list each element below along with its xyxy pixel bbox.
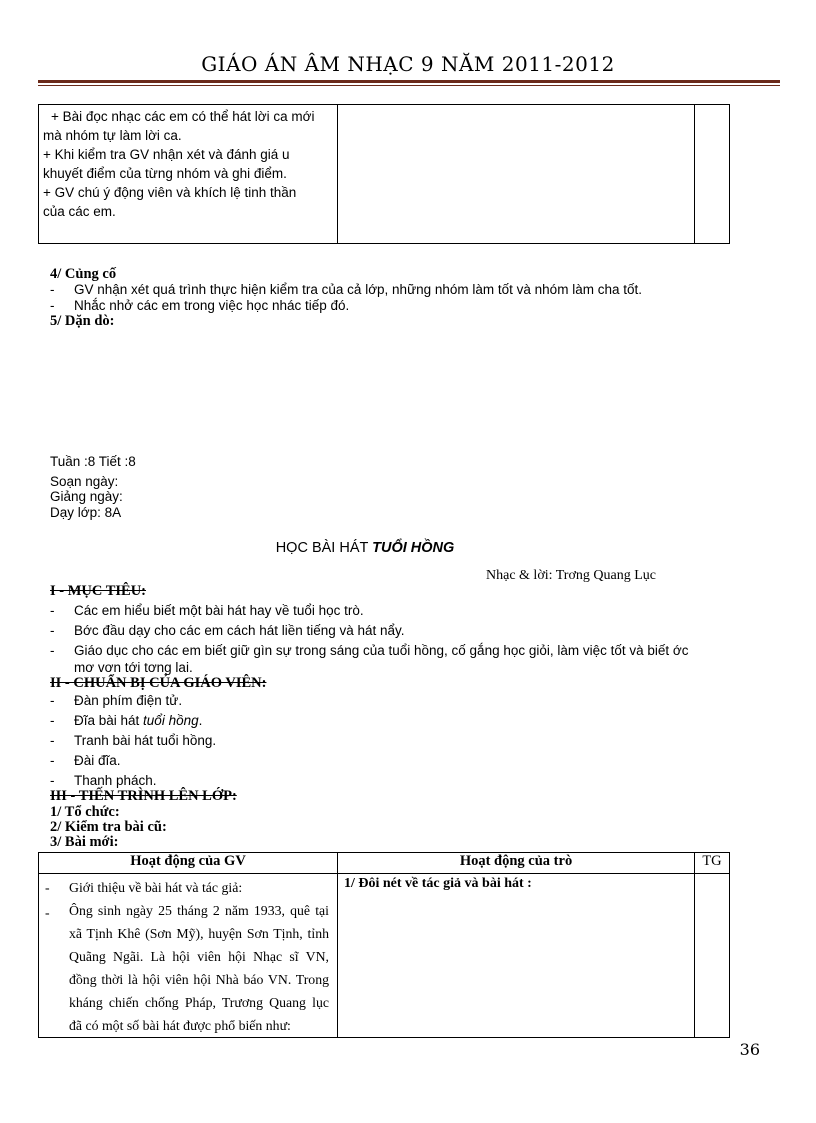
day-lop: Dạy lớp: 8A — [50, 505, 122, 520]
top-line-2: mà nhóm tự làm lời ca. — [43, 128, 182, 143]
cung-co-heading: 4/ Củng cố — [50, 266, 117, 282]
bai-moi: 3/ Bài mới: — [50, 834, 119, 850]
tuan-tiet: Tuần :8 Tiết :8 — [50, 454, 136, 469]
top-line-3: + Khi kiểm tra GV nhận xét và đánh giá u — [43, 147, 290, 162]
page-header-title: GIÁO ÁN ÂM NHẠC 9 NĂM 2011-2012 — [201, 52, 615, 76]
col-header-gv: Hoạt động của GV — [39, 853, 338, 874]
section-3-heading: III - TIẾN TRÌNH LÊN LỚP: — [50, 788, 237, 804]
soan-ngay: Soạn ngày: — [50, 474, 119, 489]
header-rule-thin — [38, 85, 780, 86]
gv-item-1: Giới thiệu về bài hát và tác giả: — [69, 880, 243, 895]
section-1-heading: I - MỤC TIÊU: — [50, 583, 146, 599]
top-line-1: + Bài đọc nhạc các em có thể hát lời ca mới — [51, 109, 315, 124]
top-line-4: khuyết điểm của từng nhóm và ghi điểm. — [43, 166, 287, 181]
top-table — [38, 104, 730, 244]
cung-co-dash-1: - — [50, 282, 55, 297]
dan-do-heading: 5/ Dặn dò: — [50, 313, 115, 329]
to-chuc: 1/ Tổ chức: — [50, 804, 120, 820]
song-title-prefix: HỌC BÀI HÁT — [275, 540, 373, 556]
top-table-tro-cell — [338, 105, 695, 244]
song-author: Nhạc & lời: Trơng Quang Lục — [486, 568, 656, 583]
gv-activity-cell: - Giới thiệu về bài hát và tác giả: - Ông sinh ngày 25 tháng 2 năm 1933, quê tại xã Tịnh Khê (Sơn Mỹ), huyện Sơn Tịnh, tỉnh Quãng Ngãi. Là hội viên hội Nhạc sĩ VN, đồng thời là hội viên hội Nhà báo VN. Trong kháng chiến chống Pháp, Trương Quang lục đã có một số bài hát được phổ biến như: — [39, 874, 338, 1038]
cung-co-item-1: GV nhận xét quá trình thực hiện kiểm tra của cả lớp, những nhóm làm tốt và nhóm làm cha tốt. — [74, 282, 642, 297]
gv-item-2: Ông sinh ngày 25 tháng 2 năm 1933, quê tại xã Tịnh Khê (Sơn Mỹ), huyện Sơn Tịnh, tỉnh Quãng Ngãi. Là hội viên hội Nhạc sĩ VN, đồng thời là hội viên hội Nhà báo VN. Trong kháng chiến chống Pháp, Trương Quang lục đã có một số bài hát được phổ biến như: — [69, 903, 329, 1033]
col-header-tg: TG — [695, 853, 730, 874]
tro-activity-cell — [338, 874, 695, 1038]
header-rule-thick — [38, 80, 780, 83]
tg-cell — [695, 874, 730, 1038]
song-title — [0, 540, 730, 556]
col-header-tro: Hoạt động của trò — [338, 853, 695, 874]
song-title-name: TUỔI HỒNG — [372, 540, 455, 556]
page-number: 36 — [739, 1040, 760, 1059]
top-line-6: của các em. — [43, 204, 116, 219]
tro-item-1: 1/ Đôi nét về tác giả và bài hát : — [344, 876, 532, 891]
top-table-gv-cell — [39, 105, 338, 244]
giang-ngay: Giảng ngày: — [50, 489, 123, 504]
top-table-tg-cell — [695, 105, 730, 244]
cung-co-item-2: Nhắc nhở các em trong việc học nhác tiếp đó. — [74, 298, 350, 313]
kiem-tra-bai-cu: 2/ Kiểm tra bài cũ: — [50, 819, 167, 835]
cung-co-dash-2: - — [50, 298, 55, 313]
activity-table — [38, 852, 730, 1038]
top-line-5: + GV chú ý động viên và khích lệ tinh thần — [43, 185, 297, 200]
section-2-heading: II - CHUẨN BỊ CỦA GIÁO VIÊN: — [50, 675, 267, 691]
